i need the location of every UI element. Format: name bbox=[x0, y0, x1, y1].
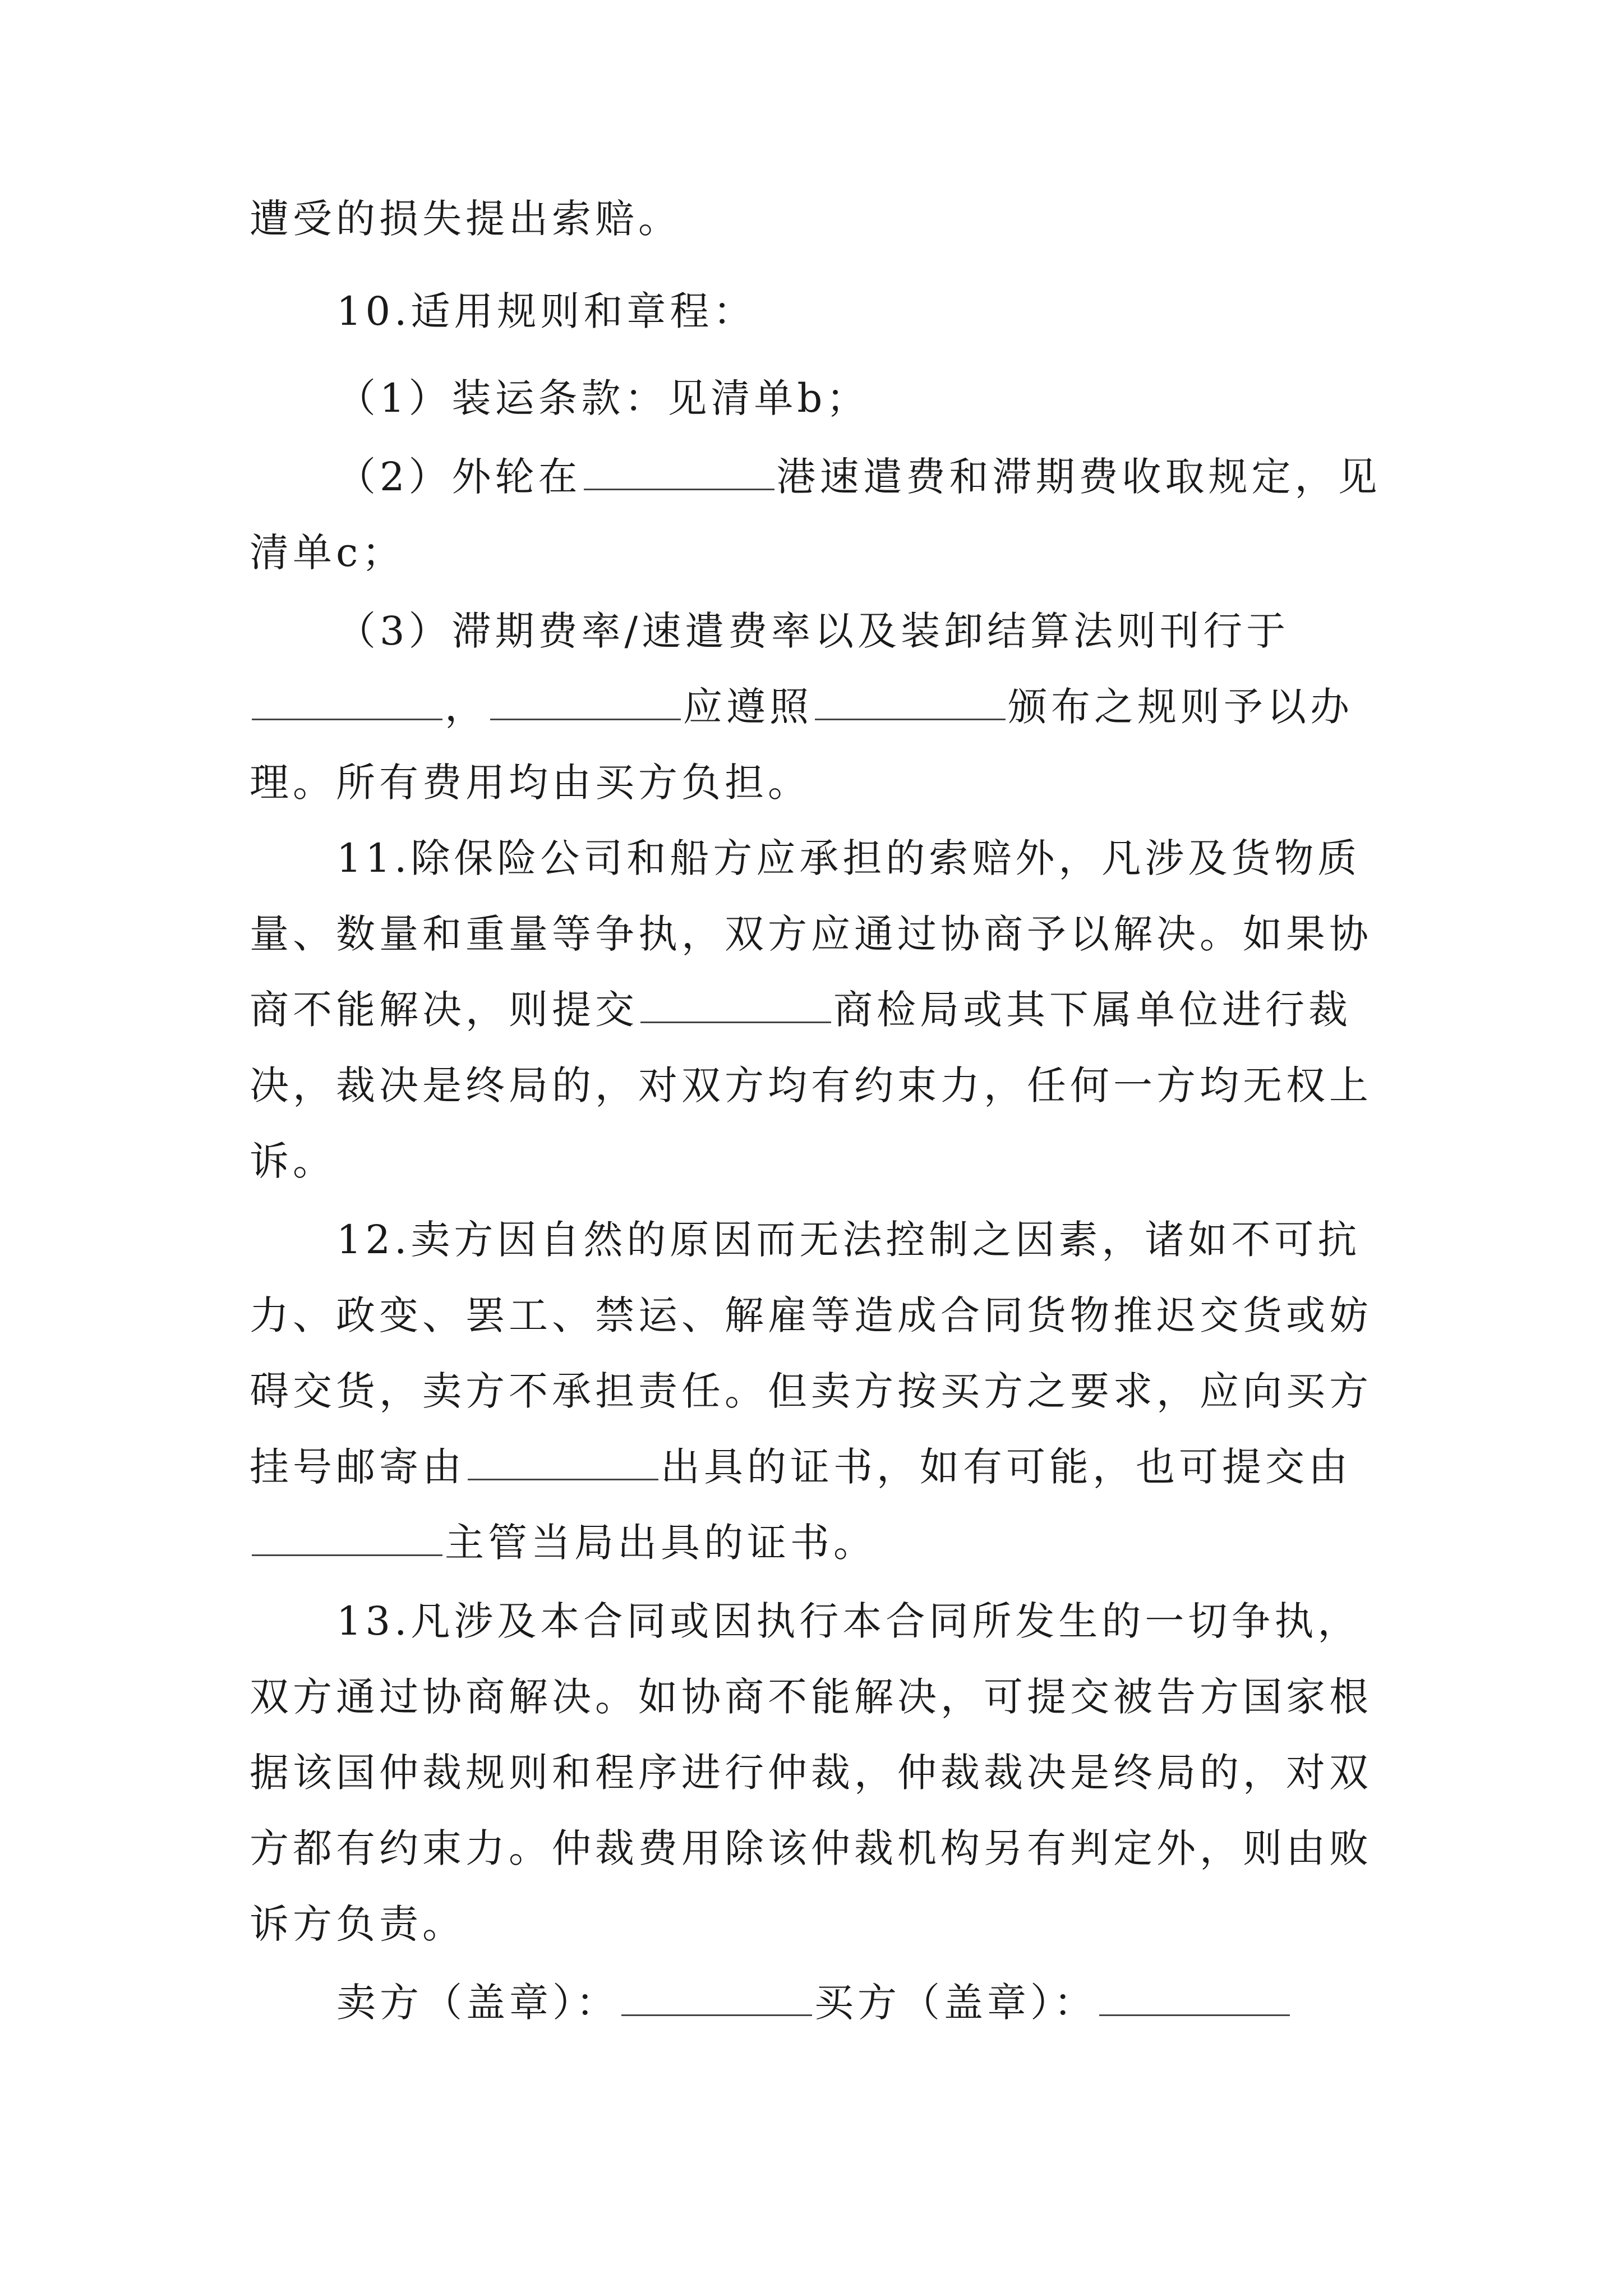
signature-line bbox=[336, 1975, 1377, 2031]
text-line: 决，裁决是终局的，对双方均有约束力，任何一方均无权上 bbox=[250, 1062, 1372, 1108]
clause-12: 12.卖方因自然的原因而无法控制之因素，诸如不可抗 bbox=[336, 1217, 1361, 1263]
text-line: 量、数量和重量等争执，双方应通过协商予以解决。如果协 bbox=[250, 911, 1372, 957]
buyer-seal-label: 买方（盖章）： bbox=[814, 1980, 1097, 2026]
fill-in-blank[interactable] bbox=[490, 684, 681, 720]
fill-in-blank[interactable] bbox=[252, 1520, 442, 1556]
text-line: 方都有约束力。仲裁费用除该仲裁机构另有判定外，则由败 bbox=[250, 1825, 1372, 1871]
seller-seal-blank[interactable] bbox=[621, 1980, 812, 2016]
text-line: 挂号邮寄由 出具的证书，如有可能，也可提交由 bbox=[250, 1444, 1352, 1490]
text-line: 遭受的损失提出索赔。 bbox=[250, 196, 681, 242]
text-line: 商不能解决，则提交 商检局或其下属单位进行裁 bbox=[250, 987, 1352, 1033]
text-line: 清单c； bbox=[250, 530, 405, 576]
text-line: 理。所有费用均由买方负担。 bbox=[250, 760, 811, 806]
text-line: 诉。 bbox=[250, 1138, 336, 1184]
text-line: 碍交货，卖方不承担责任。但卖方按买方之要求，应向买方 bbox=[250, 1368, 1372, 1414]
clause-10-heading: 10.适用规则和章程： bbox=[336, 288, 757, 334]
fill-in-blank[interactable] bbox=[468, 1444, 658, 1480]
text-line: 据该国仲裁规则和程序进行仲裁，仲裁裁决是终局的，对双 bbox=[250, 1750, 1372, 1796]
clause-13: 13.凡涉及本合同或因执行本合同所发生的一切争执， bbox=[336, 1598, 1361, 1644]
fill-in-blank[interactable] bbox=[815, 684, 1006, 720]
fill-in-blank[interactable] bbox=[640, 987, 831, 1023]
seller-seal-label: 卖方（盖章）： bbox=[336, 1980, 619, 2026]
fill-in-blank[interactable] bbox=[584, 454, 774, 490]
clause-10-item-2: （2）外轮在 港速遣费和滞期费收取规定，见 bbox=[336, 454, 1381, 500]
text-line: ， 应遵照 颁布之规则予以办 bbox=[250, 679, 1377, 735]
clause-11: 11.除保险公司和船方应承担的索赔外，凡涉及货物质 bbox=[336, 835, 1361, 881]
text-line: 主管当局出具的证书。 bbox=[250, 1515, 1377, 1571]
text-line: 双方通过协商解决。如协商不能解决，可提交被告方国家根 bbox=[250, 1674, 1372, 1720]
text-line: 诉方负责。 bbox=[250, 1901, 465, 1947]
buyer-seal-blank[interactable] bbox=[1099, 1980, 1290, 2016]
text-line: 力、政变、罢工、禁运、解雇等造成合同货物推迟交货或妨 bbox=[250, 1292, 1372, 1338]
clause-10-item-3: （3）滞期费率/速遣费率以及装卸结算法则刊行于 bbox=[336, 608, 1290, 654]
fill-in-blank[interactable] bbox=[252, 684, 442, 720]
clause-10-item-1: （1）装运条款：见清单b； bbox=[336, 375, 870, 421]
